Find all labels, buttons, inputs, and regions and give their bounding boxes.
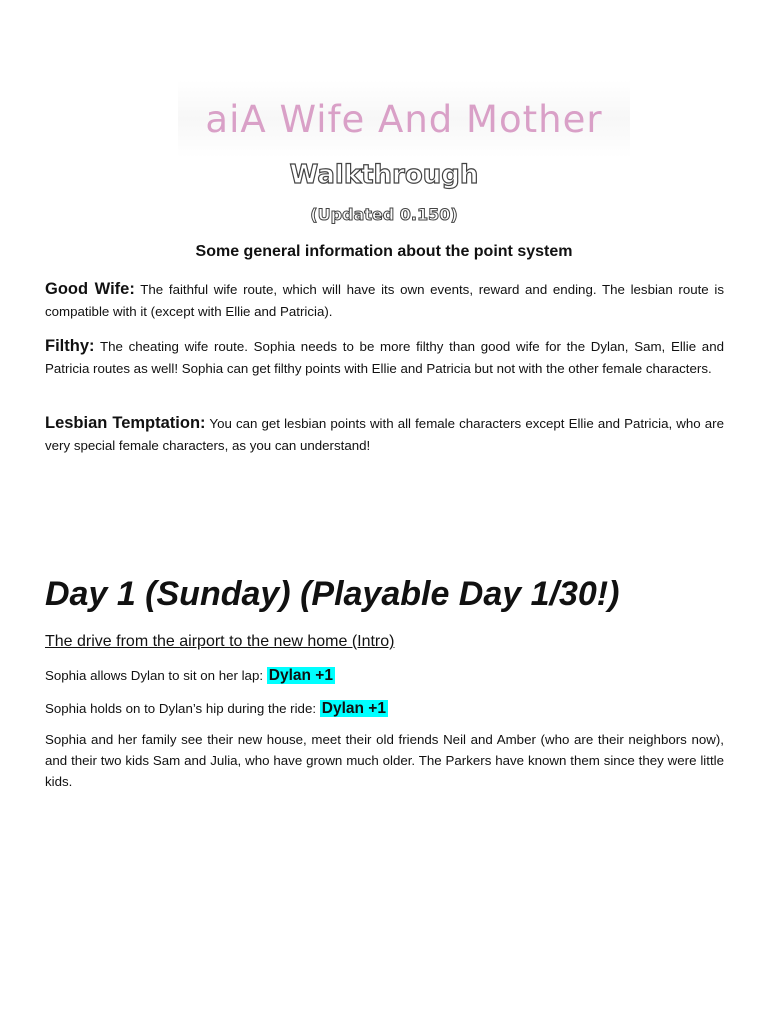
choice-line [45, 698, 388, 720]
reward-badge: Dylan +1 [268, 667, 333, 684]
lesbian-temptation-paragraph [45, 413, 724, 456]
good-wife-paragraph [45, 279, 724, 322]
choice-text: Sophia allows Dylan to sit on her lap: [45, 668, 264, 683]
section-heading: Some general information about the point system [195, 243, 573, 260]
lesbian-temptation-text: You can get lesbian points with all female characters except Ellie and Patricia, who are very special female characters, as you can understand! [45, 416, 724, 453]
lesbian-temptation-term: Lesbian Temptation: [45, 414, 206, 432]
filthy-paragraph [45, 336, 724, 379]
narrative-paragraph: Sophia and her family see their new house, meet their old friends Neil and Amber (who are their neighbors now), and their two kids Sam and Julia, who have grown much older. The Parkers have known them since they were little kids. [45, 732, 724, 789]
logo-text: aiA Wife And Mother [205, 97, 603, 141]
game-logo [178, 80, 630, 158]
day-heading: Day 1 (Sunday) (Playable Day 1/30!) [45, 575, 620, 613]
scene-subheading: The drive from the airport to the new home (Intro) [45, 633, 395, 650]
choice-text: Sophia holds on to Dylan’s hip during the ride: [45, 701, 317, 716]
page-title: Walkthrough [289, 160, 479, 190]
filthy-term: Filthy: [45, 337, 95, 355]
choice-line [45, 665, 335, 687]
good-wife-term: Good Wife: [45, 280, 135, 298]
reward-badge: Dylan +1 [321, 700, 386, 717]
good-wife-text: The faithful wife route, which will have its own events, reward and ending. The lesbian route is compatible with it (except with Ellie and Patricia). [45, 282, 724, 319]
version-label: (Updated 0.150) [310, 205, 458, 224]
filthy-text: The cheating wife route. Sophia needs to be more filthy than good wife for the Dylan, Sam, Ellie and Patricia routes as well! Sophia can get filthy points with Ellie and Patricia but not with the other female characters. [45, 339, 724, 376]
